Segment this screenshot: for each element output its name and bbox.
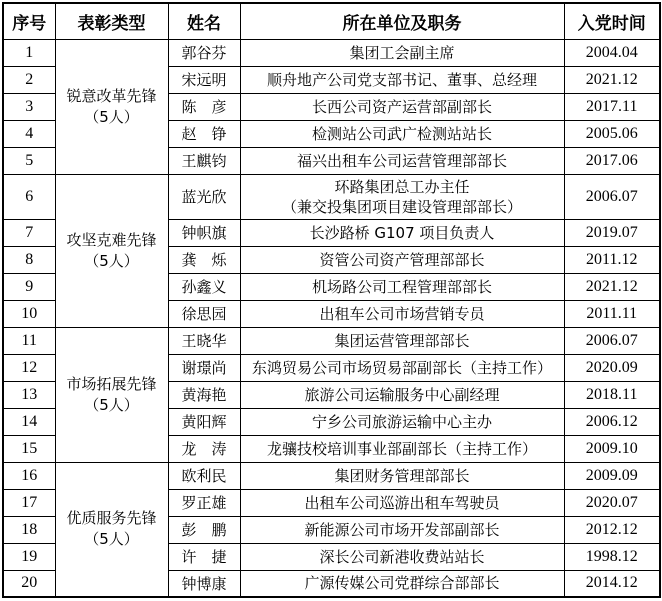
header-row [3, 3, 660, 39]
cell-join-date: 2014.12 [564, 570, 660, 597]
cell-index: 11 [3, 327, 55, 354]
cell-index: 9 [3, 273, 55, 300]
cell-name: 钟博康 [168, 570, 240, 597]
cell-name: 陈 彦 [168, 93, 240, 120]
cell-join-date: 2018.11 [564, 381, 660, 408]
commendation-type-label: 市场拓展先锋 [66, 374, 157, 393]
cell-unit-position [240, 246, 564, 273]
cell-join-date: 2017.06 [564, 147, 660, 174]
cell-name: 孙鑫义 [168, 273, 240, 300]
cell-name: 龚 烁 [168, 246, 240, 273]
cell-name: 王晓华 [168, 327, 240, 354]
cell-unit-position [240, 354, 564, 381]
unit-position-line: （兼交投集团项目建设管理部部长） [281, 197, 522, 216]
cell-commendation-type [55, 462, 168, 597]
cell-index: 5 [3, 147, 55, 174]
cell-unit-position [240, 516, 564, 543]
cell-join-date: 2006.07 [564, 327, 660, 354]
cell-index: 3 [3, 93, 55, 120]
cell-name: 钟帜旗 [168, 219, 240, 246]
commendation-type-label: 优质服务先锋 [66, 509, 157, 528]
cell-commendation-type [55, 39, 168, 174]
table-row [3, 39, 660, 66]
cell-name: 蓝光欣 [168, 174, 240, 219]
unit-position-line: 东鸿贸易公司市场贸易部副部长（主持工作） [251, 358, 552, 377]
cell-unit-position [240, 219, 564, 246]
cell-unit-position [240, 66, 564, 93]
cell-index: 14 [3, 408, 55, 435]
cell-join-date: 1998.12 [564, 543, 660, 570]
cell-unit-position [240, 381, 564, 408]
header-commendation-type: 表彰类型 [55, 3, 168, 39]
unit-position-line: 顺舟地产公司党支部书记、董事、总经理 [266, 70, 537, 89]
commendation-type-count: （5人） [84, 530, 139, 549]
table-body [3, 39, 660, 597]
cell-name: 彭 鹏 [168, 516, 240, 543]
cell-unit-position [240, 300, 564, 327]
cell-index: 17 [3, 489, 55, 516]
commendation-type-count: （5人） [84, 251, 139, 270]
table-row [3, 327, 660, 354]
header-join-date: 入党时间 [564, 3, 660, 39]
unit-position-line: 集团财务管理部部长 [334, 466, 470, 485]
cell-name: 赵 铮 [168, 120, 240, 147]
cell-name: 许 捷 [168, 543, 240, 570]
unit-position-line: 广源传媒公司党群综合部部长 [304, 574, 500, 593]
unit-position-line: 长沙路桥 G107 项目负责人 [309, 223, 495, 242]
cell-index: 6 [3, 174, 55, 219]
cell-unit-position [240, 120, 564, 147]
cell-unit-position [240, 408, 564, 435]
table-row [3, 462, 660, 489]
cell-unit-position [240, 327, 564, 354]
cell-index: 18 [3, 516, 55, 543]
unit-position-line: 检测站公司武广检测站站长 [311, 124, 492, 143]
cell-name: 徐思园 [168, 300, 240, 327]
cell-name: 欧利民 [168, 462, 240, 489]
cell-name: 黄阳辉 [168, 408, 240, 435]
cell-unit-position [240, 570, 564, 597]
cell-unit-position [240, 273, 564, 300]
cell-index: 8 [3, 246, 55, 273]
cell-join-date: 2021.12 [564, 66, 660, 93]
cell-unit-position [240, 147, 564, 174]
cell-index: 2 [3, 66, 55, 93]
cell-name: 罗正雄 [168, 489, 240, 516]
cell-join-date: 2005.06 [564, 120, 660, 147]
cell-join-date: 2006.07 [564, 174, 660, 219]
unit-position-line: 集团运营管理部部长 [334, 331, 470, 350]
cell-index: 15 [3, 435, 55, 462]
unit-position-line: 长西公司资产运营部副部长 [311, 97, 492, 116]
unit-position-line: 深长公司新港收费站站长 [319, 547, 485, 566]
commendation-type-label: 锐意改革先锋 [66, 86, 157, 105]
cell-join-date: 2012.12 [564, 516, 660, 543]
cell-name: 谢璟尚 [168, 354, 240, 381]
cell-unit-position [240, 174, 564, 219]
table-header [3, 3, 660, 39]
header-index: 序号 [3, 3, 55, 39]
cell-join-date: 2017.11 [564, 93, 660, 120]
cell-name: 郭谷芬 [168, 39, 240, 66]
cell-unit-position [240, 39, 564, 66]
cell-join-date: 2006.12 [564, 408, 660, 435]
commendation-table [2, 2, 661, 598]
cell-name: 王麒钧 [168, 147, 240, 174]
unit-position-line: 福兴出租车公司运营管理部部长 [296, 151, 507, 170]
unit-position-line: 出租车公司巡游出租车驾驶员 [304, 493, 500, 512]
cell-join-date: 2011.12 [564, 246, 660, 273]
cell-join-date: 2009.09 [564, 462, 660, 489]
cell-name: 黄海艳 [168, 381, 240, 408]
cell-index: 10 [3, 300, 55, 327]
cell-join-date: 2009.10 [564, 435, 660, 462]
unit-position-line: 出租车公司市场营销专员 [319, 304, 485, 323]
unit-position-line: 新能源公司市场开发部副部长 [304, 520, 500, 539]
cell-join-date: 2019.07 [564, 219, 660, 246]
cell-name: 宋远明 [168, 66, 240, 93]
cell-index: 12 [3, 354, 55, 381]
cell-commendation-type [55, 327, 168, 462]
cell-unit-position [240, 489, 564, 516]
cell-unit-position [240, 93, 564, 120]
cell-unit-position [240, 462, 564, 489]
unit-position-line: 旅游公司运输服务中心副经理 [304, 385, 500, 404]
cell-join-date: 2020.07 [564, 489, 660, 516]
unit-position-line: 机场路公司工程管理部部长 [311, 277, 492, 296]
header-unit-position: 所在单位及职务 [240, 3, 564, 39]
cell-join-date: 2020.09 [564, 354, 660, 381]
cell-unit-position [240, 543, 564, 570]
cell-join-date: 2011.11 [564, 300, 660, 327]
commendation-type-label: 攻坚克难先锋 [66, 230, 157, 249]
cell-index: 7 [3, 219, 55, 246]
unit-position-line: 集团工会副主席 [349, 43, 455, 62]
cell-name: 龙 涛 [168, 435, 240, 462]
cell-commendation-type [55, 174, 168, 327]
commendation-type-count: （5人） [84, 395, 139, 414]
cell-unit-position [240, 435, 564, 462]
cell-index: 4 [3, 120, 55, 147]
table-row [3, 174, 660, 219]
unit-position-line: 资管公司资产管理部部长 [319, 250, 485, 269]
cell-join-date: 2021.12 [564, 273, 660, 300]
unit-position-line: 龙骧技校培训事业部副部长（主持工作） [266, 439, 537, 458]
cell-join-date: 2004.04 [564, 39, 660, 66]
cell-index: 16 [3, 462, 55, 489]
cell-index: 13 [3, 381, 55, 408]
commendation-type-count: （5人） [84, 107, 139, 126]
header-name: 姓名 [168, 3, 240, 39]
unit-position-line: 宁乡公司旅游运输中心主办 [311, 412, 492, 431]
cell-index: 20 [3, 570, 55, 597]
cell-index: 19 [3, 543, 55, 570]
unit-position-line: 环路集团总工办主任 [334, 177, 470, 196]
cell-index: 1 [3, 39, 55, 66]
